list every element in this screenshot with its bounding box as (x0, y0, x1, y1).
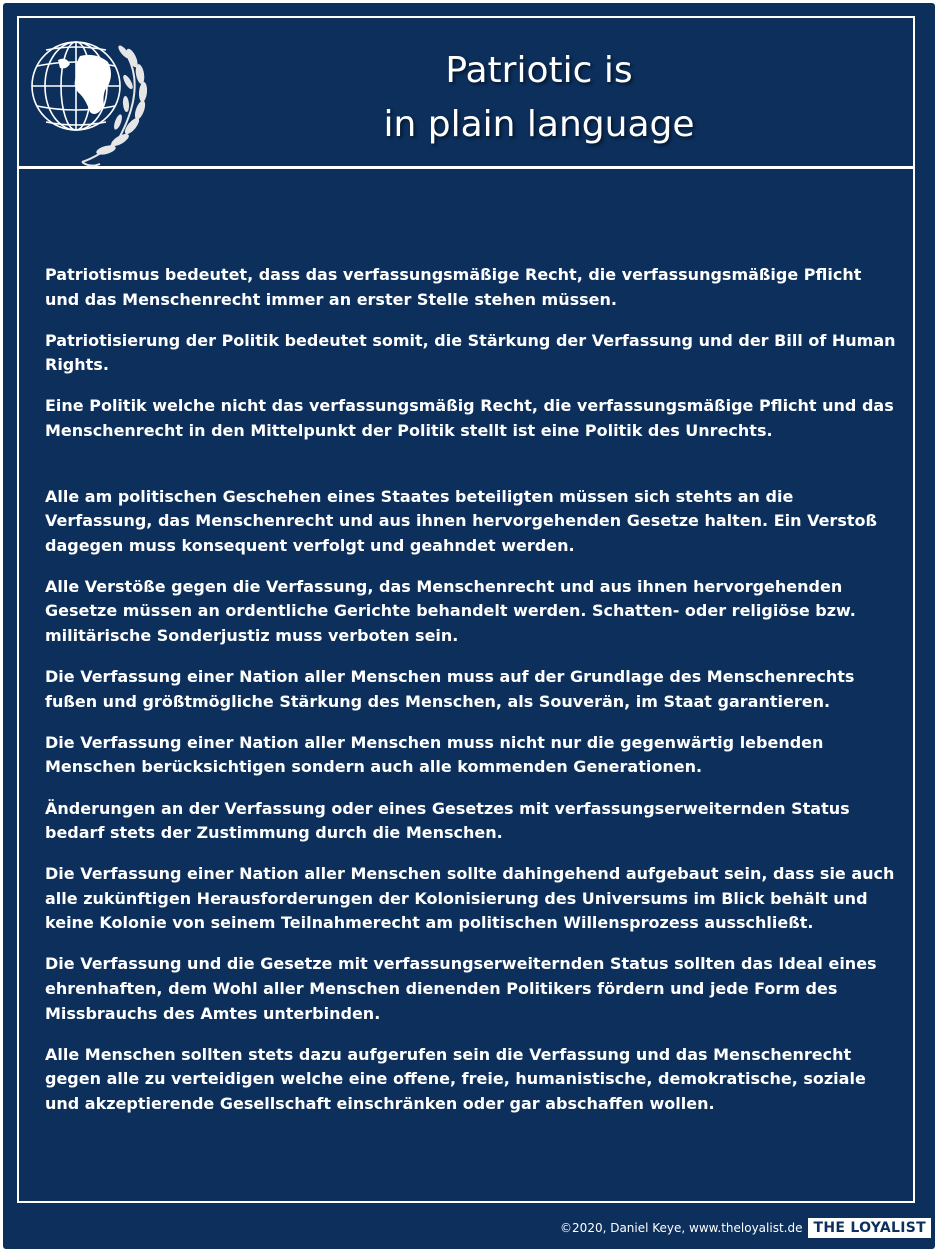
title-line-1: Patriotic is (445, 50, 633, 91)
paragraph: Alle Verstöße gegen die Verfassung, das Menschenrecht und aus ihnen hervorgehenden Gesetze müssen an ordentliche Gerichte behandelt werden. Schatten- oder religiöse bzw. militärische Sonderjustiz muss verboten sein. (45, 576, 856, 646)
paragraph: Die Verfassung und die Gesetze mit verfassungserweiternden Status sollten das Ideal eines ehrenhaften, dem Wohl aller Menschen dienenden Politikers fördern und jede Form des Missbrauchs des Amtes unterbinden. (45, 954, 877, 1023)
body-text (45, 263, 900, 1133)
paragraph: Änderungen an der Verfassung oder eines Gesetzes mit verfassungserweiternden Status bedarf stets der Zustimmung durch die Menschen. (45, 798, 850, 843)
paragraph: Alle Menschen sollten stets dazu aufgerufen sein die Verfassung und das Menschenrecht gegen alle zu verteidigen welche eine offene, freie, humanistische, demokratische, soziale und akzeptierende Gesellschaft einschränken oder gar abschaffen wollen. (45, 1044, 866, 1113)
footer (560, 1218, 931, 1238)
paragraph: Die Verfassung einer Nation aller Menschen sollte dahingehend aufgebaut sein, dass sie auch alle zukünftigen Herausforderungen der Kolonisierung des Universums im Blick behält und keine Kolonie von seinem Teilnahmerecht am politischen Willensprozess ausschließt. (45, 864, 895, 933)
title-line-2: in plain language (383, 104, 695, 145)
globe-laurel-icon (20, 22, 162, 172)
paragraph: Die Verfassung einer Nation aller Menschen muss auf der Grundlage des Menschenrechts fußen und größtmögliche Stärkung des Menschen, als Souverän, im Staat garantieren. (45, 667, 855, 711)
page-title (300, 44, 778, 152)
brand-logo: THE LOYALIST (808, 1218, 931, 1238)
paragraph: Eine Politik welche nicht das verfassungsmäßig Recht, die verfassungsmäßige Pflicht und das Menschenrecht in den Mittelpunkt der Politik stellt ist eine Politik des Unrechts. (45, 396, 894, 440)
paragraph: Patriotisierung der Politik bedeutet somit, die Stärkung der Verfassung und der Bill of Human Rights. (45, 330, 896, 375)
paragraph: Alle am politischen Geschehen eines Staates beteiligten müssen sich stehts an die Verfassung, das Menschenrecht und aus ihnen hervorgehenden Gesetze halten. Ein Verstoß dagegen muss konsequent verfolgt und geahndet werden. (45, 486, 877, 555)
copyright-credit: ©2020, Daniel Keye, www.theloyalist.de (560, 1221, 803, 1235)
paragraph: Patriotismus bedeutet, dass das verfassungsmäßige Recht, die verfassungsmäßige Pflicht und das Menschenrecht immer an erster Stelle stehen müssen. (45, 265, 862, 309)
paragraph: Die Verfassung einer Nation aller Menschen muss nicht nur die gegenwärtig lebenden Menschen berücksichtigen sondern auch alle kommenden Generationen. (45, 732, 824, 777)
